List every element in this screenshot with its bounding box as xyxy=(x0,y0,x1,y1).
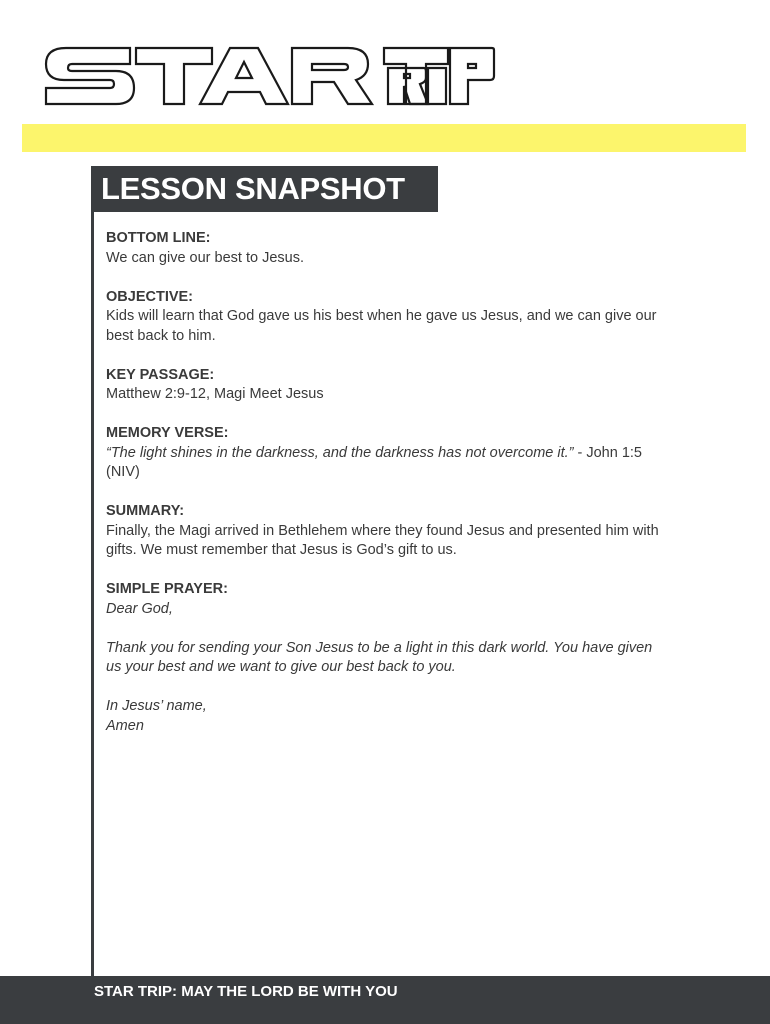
simple-prayer-label: SIMPLE PRAYER: xyxy=(106,581,228,597)
yellow-accent-band xyxy=(22,124,746,152)
memory-verse-version: (NIV) xyxy=(106,464,140,480)
prayer-closing xyxy=(106,697,706,736)
left-vertical-rule xyxy=(91,166,94,976)
objective-text-line1: Kids will learn that God gave us his best when he gave us Jesus, and we can give our xyxy=(106,308,657,324)
lesson-snapshot-heading: LESSON SNAPSHOT xyxy=(91,166,438,212)
objective-text-line2: best back to him. xyxy=(106,327,216,344)
prayer-body xyxy=(106,639,706,678)
prayer-body-line1: Thank you for sending your Son Jesus to be a light in this dark world. You have given xyxy=(106,639,653,656)
summary-text-line2: gifts. We must remember that Jesus is God’s gift to us. xyxy=(106,542,457,558)
bottom-line-label: BOTTOM LINE: xyxy=(106,230,211,246)
footer-text: STAR TRIP: MAY THE LORD BE WITH YOU xyxy=(94,983,398,1000)
simple-prayer-section xyxy=(106,580,706,736)
key-passage-label: KEY PASSAGE: xyxy=(106,366,215,383)
summary-label: SUMMARY: xyxy=(106,503,185,519)
star-trip-logo xyxy=(44,46,496,106)
memory-verse-quote: “The light shines in the darkness, and the darkness has not overcome it.” xyxy=(106,444,574,461)
summary-section xyxy=(106,502,706,561)
prayer-closing-line1: In Jesus’ name, xyxy=(106,698,207,714)
key-passage-section xyxy=(106,366,706,405)
bottom-line-text: We can give our best to Jesus. xyxy=(106,249,305,266)
key-passage-text: Matthew 2:9-12, Magi Meet Jesus xyxy=(106,386,324,402)
summary-text-line1: Finally, the Magi arrived in Bethlehem where they found Jesus and presented him with xyxy=(106,522,659,539)
memory-verse-section xyxy=(106,424,706,483)
prayer-closing-line2: Amen xyxy=(106,717,144,734)
memory-verse-line1 xyxy=(106,444,706,464)
memory-verse-reference: - John 1:5 xyxy=(573,444,642,461)
logo-wordmark xyxy=(44,46,496,106)
lesson-content xyxy=(106,229,706,756)
prayer-body-line2: us your best and we want to give our best back to you. xyxy=(106,659,456,675)
memory-verse-label: MEMORY VERSE: xyxy=(106,425,229,441)
footer-bar xyxy=(0,976,770,1024)
bottom-line-section xyxy=(106,229,706,268)
objective-label: OBJECTIVE: xyxy=(106,288,194,305)
prayer-greeting: Dear God, xyxy=(106,600,173,617)
objective-section xyxy=(106,288,706,347)
